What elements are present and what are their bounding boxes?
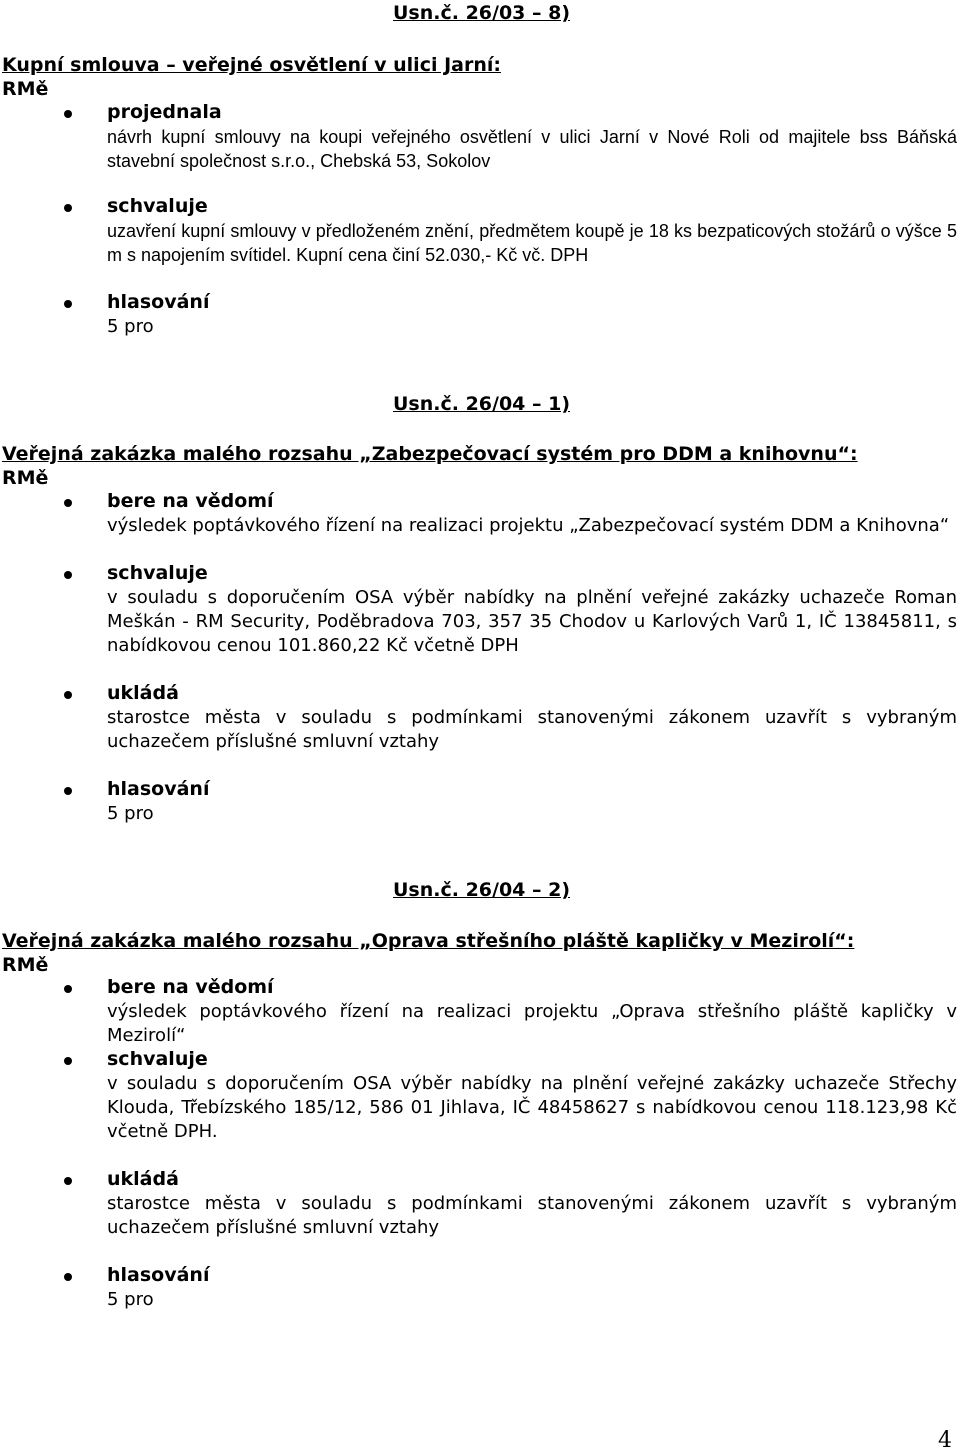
bullet-icon — [64, 571, 72, 579]
item-text: starostce města v souladu s podmínkami stanovenými zákonem uzavřít s vybraným uchazečem příslušné smluvní vztahy — [107, 1193, 957, 1238]
item-verb: hlasování — [107, 291, 210, 313]
item-text: uzavření kupní smlouvy v předloženém znění, předmětem koupě je 18 ks bezpaticových stožárů o výšce 5 m s napojením svítidel. Kupní cena činí 52.030,- Kč vč. DPH — [107, 221, 957, 265]
bullet-icon — [64, 1177, 72, 1185]
bullet-icon — [64, 787, 72, 795]
item-text: starostce města v souladu s podmínkami stanovenými zákonem uzavřít s vybraným uchazečem příslušné smluvní vztahy — [107, 707, 957, 752]
bullet-icon — [64, 110, 72, 118]
item-text: 5 pro — [107, 803, 154, 824]
item-text: návrh kupní smlouvy na koupi veřejného osvětlení v ulici Jarní v Nové Roli od majitele bss Báňská stavební společnost s.r.o., Chebská 53, Sokolov — [107, 127, 957, 171]
council-label: RMě — [2, 78, 49, 100]
bullet-icon — [64, 1057, 72, 1065]
item-text: v souladu s doporučením OSA výběr nabídky na plnění veřejné zakázky uchazeče Roman Meškán - RM Security, Poděbradova 703, 357 35 Chodov u Karlových Varů 1, IČ 13845811, s nabídkovou cenou 101.860,22 Kč včetně DPH — [107, 587, 957, 656]
item-verb: ukládá — [107, 1168, 179, 1190]
item-verb: schvaluje — [107, 195, 208, 217]
item-verb: projednala — [107, 101, 222, 123]
resolution-number: Usn.č. 26/04 – 2) — [393, 879, 571, 901]
item-verb: schvaluje — [107, 1048, 208, 1070]
item-verb: bere na vědomí — [107, 490, 274, 512]
item-verb: bere na vědomí — [107, 976, 274, 998]
council-label: RMě — [2, 954, 49, 976]
item-text: 5 pro — [107, 316, 154, 337]
section-title: Veřejná zakázka malého rozsahu „Oprava střešního pláště kapličky v Mezirolí“: — [2, 930, 855, 952]
bullet-icon — [64, 300, 72, 308]
section-title: Kupní smlouva – veřejné osvětlení v ulici Jarní: — [2, 54, 501, 76]
item-verb: hlasování — [107, 778, 210, 800]
item-text: 5 pro — [107, 1289, 154, 1310]
page-number: 4 — [938, 1428, 952, 1453]
resolution-number: Usn.č. 26/04 – 1) — [393, 393, 571, 415]
council-label: RMě — [2, 467, 49, 489]
bullet-icon — [64, 985, 72, 993]
item-text: v souladu s doporučením OSA výběr nabídky na plnění veřejné zakázky uchazeče Střechy Klouda, Třebízského 185/12, 586 01 Jihlava, IČ 48458627 s nabídkovou cenou 118.123,98 Kč včetně DPH. — [107, 1073, 957, 1142]
section-title: Veřejná zakázka malého rozsahu „Zabezpečovací systém pro DDM a knihovnu“: — [2, 443, 858, 465]
bullet-icon — [64, 691, 72, 699]
bullet-icon — [64, 499, 72, 507]
bullet-icon — [64, 204, 72, 212]
item-verb: hlasování — [107, 1264, 210, 1286]
item-verb: schvaluje — [107, 562, 208, 584]
item-verb: ukládá — [107, 682, 179, 704]
bullet-icon — [64, 1273, 72, 1281]
item-text: výsledek poptávkového řízení na realizaci projektu „Oprava střešního pláště kapličky v Mezirolí“ — [107, 1001, 957, 1046]
item-text: výsledek poptávkového řízení na realizaci projektu „Zabezpečovací systém DDM a Knihovna“ — [107, 515, 950, 536]
resolution-number: Usn.č. 26/03 – 8) — [393, 2, 571, 24]
